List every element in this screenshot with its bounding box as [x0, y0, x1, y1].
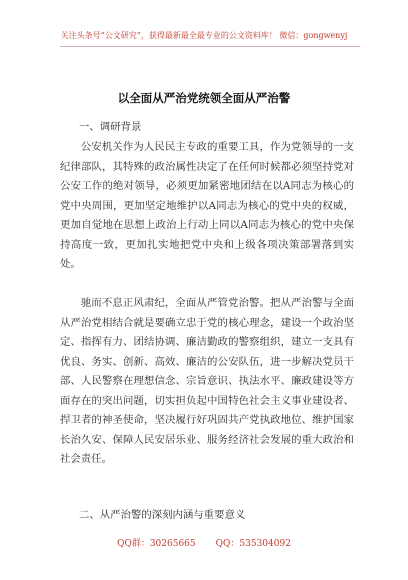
footer-contact [0, 536, 408, 549]
section-heading-1: 一、调研背景 [79, 121, 142, 133]
document-title: 以全面从严治党统领全面从严治警 [117, 91, 291, 105]
paragraph-2 [60, 294, 354, 470]
header-divider [60, 46, 360, 47]
header-promo-note: 关注头条号“公文研究”，获得最新最全最专业的公文资料库！ 微信：gongwenyj [60, 31, 348, 40]
paragraph-2-text: 驰而不息正风肃纪，全面从严管党治警。把从严治警与全面从严治党相结合就是要确立忠于党的核心理念，建设一个政治坚定、指挥有力、团结协调、廉洁勤政的警察组织，建立一支具有优良、务实、创新、高效、廉洁的公安队伍，进一步解决党员干部、人民警察在理想信念、宗旨意识、执法水平、廉政建设等方面存在的突出问题，切实担负起中国特色社会主义事业建设者、捍卫者的神圣使命，坚决履行好巩固共产党执政地位、维护国家长治久安、保障人民安居乐业、服务经济社会发展的重大政治和社会责任。 [60, 297, 354, 465]
paragraph-1 [60, 138, 354, 275]
footer-qq-group: QQ群：30265665 [117, 539, 196, 549]
paragraph-1-text: 公安机关作为人民民主专政的重要工具，作为党领导的一支纪律部队，其特殊的政治属性决定了在任何时候都必须坚持党对公安工作的绝对领导，必须更加紧密地团结在以A同志为核心的党中央周围，更加坚定地维护以A同志为核心的党中央的权威，更加自觉地在思想上政治上行动上同以A同志为核心的党中央保持高度一致，更加扎实地把党中央和上级各项决策部署落到实处。 [60, 141, 354, 270]
section-heading-2: 二、从严治警的深刻内涵与重要意义 [79, 509, 246, 521]
footer-qq-number: QQ：535304092 [215, 539, 291, 549]
